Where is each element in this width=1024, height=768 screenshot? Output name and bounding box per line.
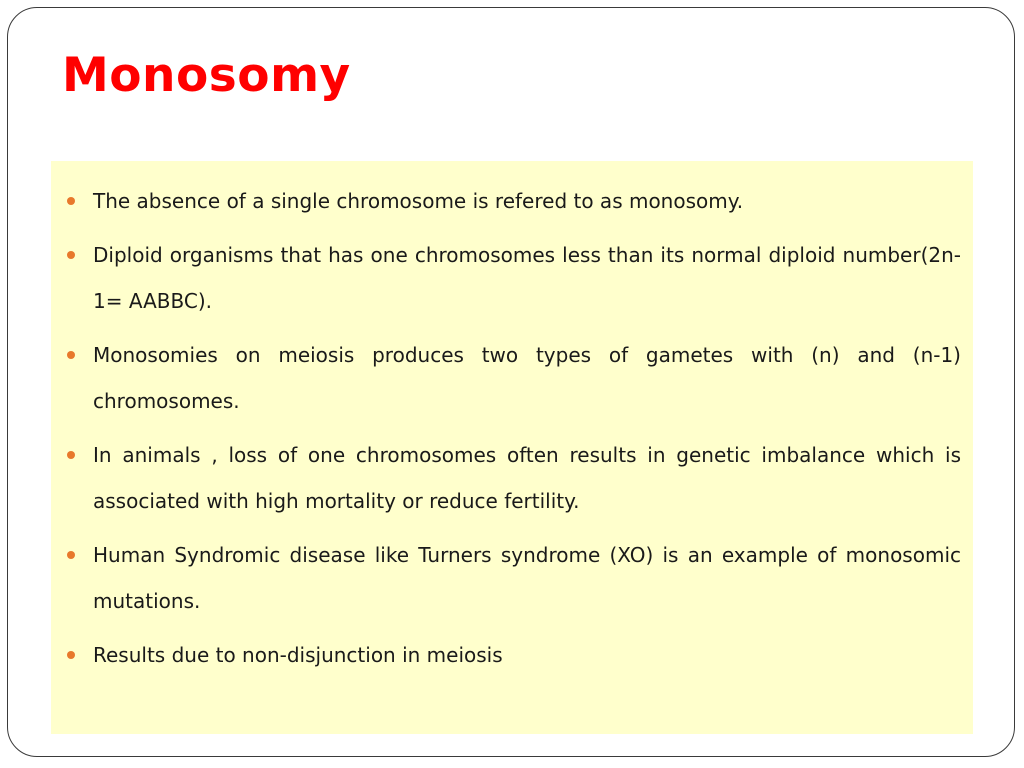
bullet-dot-icon [67, 351, 75, 359]
slide-title: Monosomy [62, 48, 351, 103]
bullet-item [67, 532, 961, 624]
bullet-text: In animals , loss of one chromosomes often results in genetic imbalance which is associated with high mortality or reduce fertility. [93, 443, 961, 513]
bullet-dot-icon [67, 251, 75, 259]
bullet-item [67, 232, 961, 324]
bullet-item [67, 178, 961, 224]
bullet-dot-icon [67, 551, 75, 559]
bullet-item [67, 432, 961, 524]
bullet-text: The absence of a single chromosome is refered to as monosomy. [93, 189, 744, 213]
bullet-text: Diploid organisms that has one chromosomes less than its normal diploid number(2n-1= AABBC). [93, 243, 961, 313]
bullet-item [67, 632, 961, 678]
bullet-text: Results due to non-disjunction in meiosis [93, 643, 503, 667]
bullet-list [67, 178, 961, 678]
bullet-dot-icon [67, 651, 75, 659]
bullet-text: Monosomies on meiosis produces two types of gametes with (n) and (n-1) chromosomes. [93, 343, 961, 413]
bullet-dot-icon [67, 197, 75, 205]
bullet-dot-icon [67, 451, 75, 459]
bullet-item [67, 332, 961, 424]
content-box [51, 161, 973, 734]
bullet-text: Human Syndromic disease like Turners syndrome (XO) is an example of monosomic mutations. [93, 543, 961, 613]
